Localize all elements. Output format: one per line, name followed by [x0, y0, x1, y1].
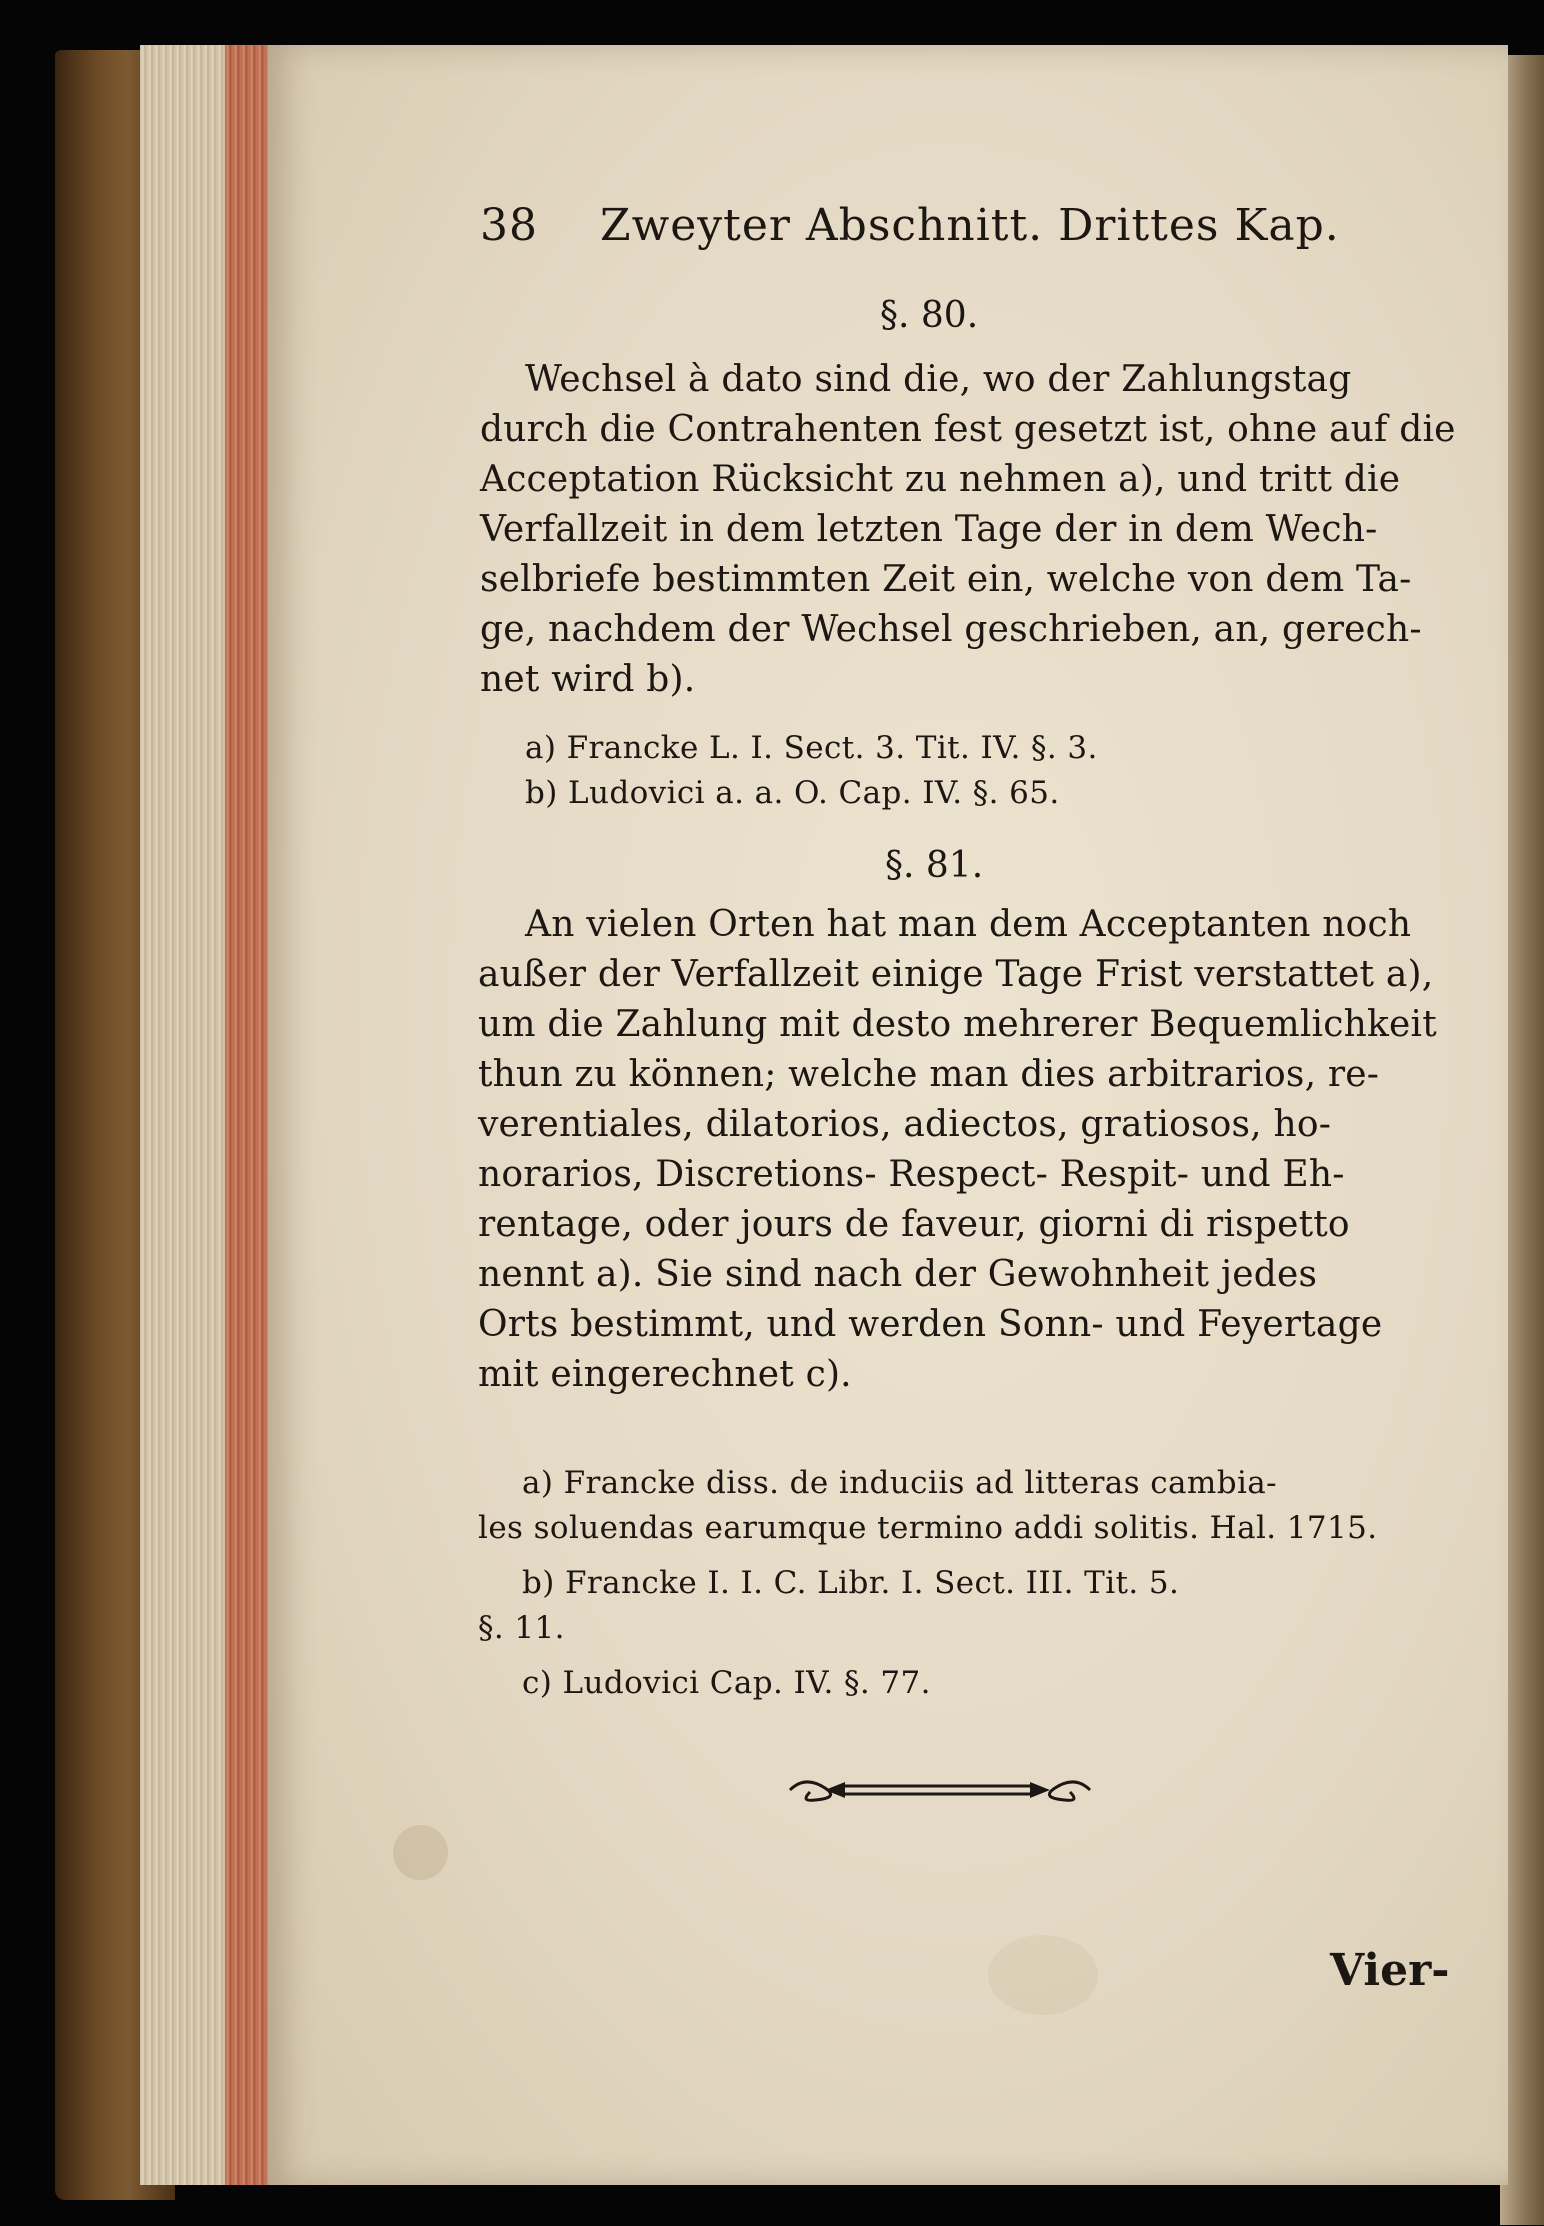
- paragraph-line: nennt a). Sie sind nach der Gewohnheit jedes: [478, 1254, 1318, 1295]
- paragraph-line: um die Zahlung mit desto mehrerer Bequemlichkeit: [478, 1004, 1437, 1045]
- ornament-icon: [785, 1770, 1095, 1810]
- paragraph-line: Orts bestimmt, und werden Sonn- und Feyertage: [478, 1304, 1383, 1345]
- footnote: b) Francke I. I. C. Libr. I. Sect. III. Tit. 5.: [522, 1565, 1180, 1601]
- footnote: les soluendas earumque termino addi solitis. Hal. 1715.: [478, 1510, 1378, 1546]
- paragraph-line: selbriefe bestimmten Zeit ein, welche von dem Ta-: [480, 559, 1412, 600]
- footnote: a) Francke L. I. Sect. 3. Tit. IV. §. 3.: [525, 730, 1098, 766]
- paragraph-line: An vielen Orten hat man dem Acceptanten noch: [525, 904, 1412, 945]
- paragraph-line: thun zu können; welche man dies arbitrarios, re-: [478, 1054, 1380, 1095]
- paragraph-line: Verfallzeit in dem letzten Tage der in dem Wech-: [480, 509, 1378, 550]
- paragraph-line: net wird b).: [480, 659, 696, 700]
- paragraph-line: rentage, oder jours de faveur, giorni di rispetto: [478, 1204, 1350, 1245]
- stain: [393, 1825, 448, 1880]
- paragraph-line: Wechsel à dato sind die, wo der Zahlungstag: [525, 359, 1352, 400]
- page-number: 38: [480, 200, 538, 251]
- stain: [988, 1935, 1098, 2015]
- footnote: §. 11.: [478, 1610, 565, 1646]
- footnote: b) Ludovici a. a. O. Cap. IV. §. 65.: [525, 775, 1060, 811]
- paragraph-line: Acceptation Rücksicht zu nehmen a), und tritt die: [480, 459, 1401, 500]
- section-80-heading: §. 80.: [880, 295, 979, 336]
- paragraph-line: durch die Contrahenten fest gesetzt ist, ohne auf die: [480, 409, 1456, 450]
- section-81-heading: §. 81.: [885, 845, 984, 886]
- running-head-title: Zweyter Abschnitt. Drittes Kap.: [600, 200, 1340, 251]
- footnote: a) Francke diss. de induciis ad litteras cambia-: [522, 1465, 1278, 1501]
- paragraph-line: norarios, Discretions- Respect- Respit- und Eh-: [478, 1154, 1345, 1195]
- paragraph-line: verentiales, dilatorios, adiectos, gratiosos, ho-: [478, 1104, 1332, 1145]
- catchword: Vier-: [1330, 1945, 1450, 1996]
- footnote: c) Ludovici Cap. IV. §. 77.: [522, 1665, 931, 1701]
- red-page-edge: [225, 45, 270, 2185]
- paragraph-line: mit eingerechnet c).: [478, 1354, 852, 1395]
- paragraph-line: außer der Verfallzeit einige Tage Frist verstattet a),: [478, 954, 1434, 995]
- paragraph-line: ge, nachdem der Wechsel geschrieben, an, gerech-: [480, 609, 1422, 650]
